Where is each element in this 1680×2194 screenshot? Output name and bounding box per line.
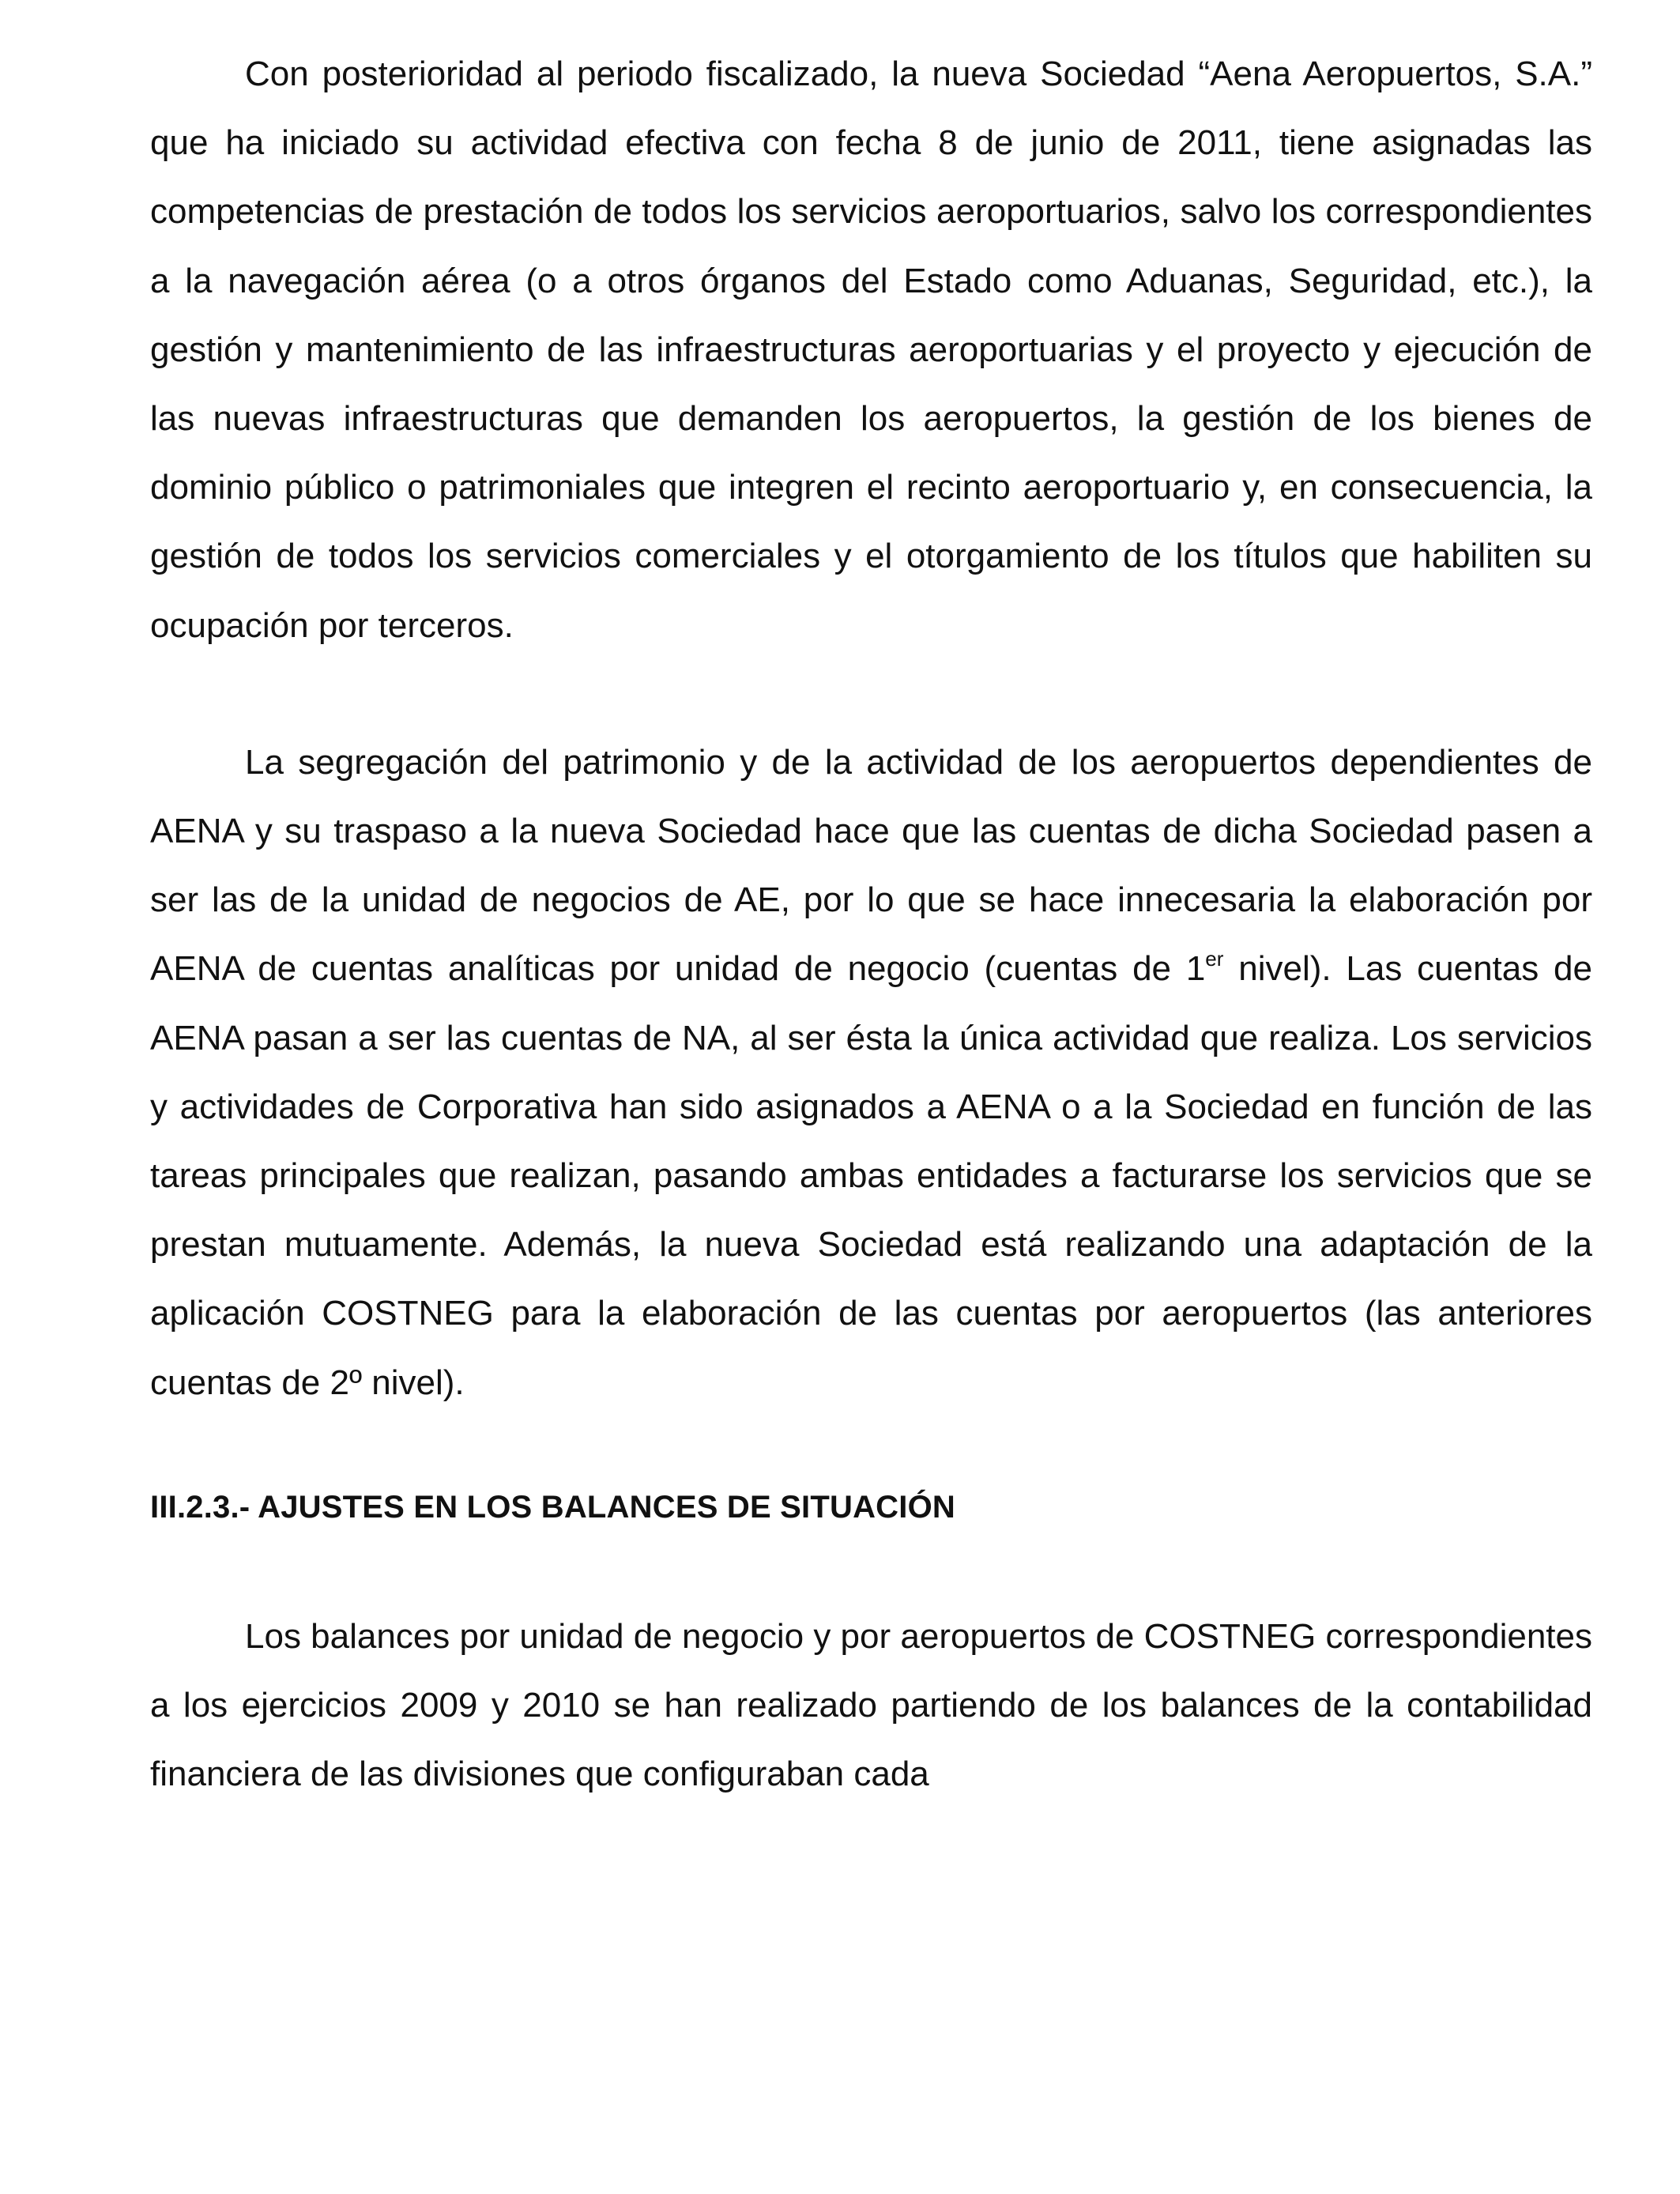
ordinal-superscript: er <box>1205 947 1224 971</box>
document-body <box>150 40 1592 1808</box>
paragraph-segregacion-text-part-2: nivel). Las cuentas de AENA pasan a ser las cuentas de NA, al ser ésta la única actividad que realiza. Los servicios y actividades de Corporativa han sido asignados a AENA o a la Sociedad en función de las tareas principales que realizan, pasando ambas entidades a facturarse los servicios que se prestan mutuamente. Además, la nueva Sociedad está realizando una adaptación de la aplicación COSTNEG para la elaboración de las cuentas por aeropuertos (las anteriores cuentas de 2º nivel). <box>150 949 1592 1402</box>
paragraph-balances-costneg: Los balances por unidad de negocio y por aeropuertos de COSTNEG correspondientes a los ejercicios 2009 y 2010 se han realizado partiendo de los balances de la contabilidad financiera de las divisiones que configuraban cada <box>150 1616 1592 1794</box>
section-heading: III.2.3.- AJUSTES EN LOS BALANCES DE SITUACIÓN <box>150 1489 955 1525</box>
paragraph-segregacion-text-part-1: La segregación del patrimonio y de la actividad de los aeropuertos dependientes de AENA y su traspaso a la nueva Sociedad hace que las cuentas de dicha Sociedad pasen a ser las de la unidad de negocios de AE, por lo que se hace innecesaria la elaboración por AENA de cuentas analíticas por unidad de negocio (cuentas de 1 <box>150 742 1592 989</box>
paragraph-segregacion-patrimonio <box>150 728 1592 1417</box>
paragraph-aena-aeropuertos: Con posterioridad al periodo fiscalizado, la nueva Sociedad “Aena Aeropuertos, S.A.” que ha iniciado su actividad efectiva con fecha 8 de junio de 2011, tiene asignadas las competencias de prestación de todos los servicios aeroportuarios, salvo los correspondientes a la navegación aérea (o a otros órganos del Estado como Aduanas, Seguridad, etc.), la gestión y mantenimiento de las infraestructuras aeroportuarias y el proyecto y ejecución de las nuevas infraestructuras que demanden los aeropuertos, la gestión de los bienes de dominio público o patrimoniales que integren el recinto aeroportuario y, en consecuencia, la gestión de todos los servicios comerciales y el otorgamiento de los títulos que habiliten su ocupación por terceros. <box>150 55 1592 645</box>
